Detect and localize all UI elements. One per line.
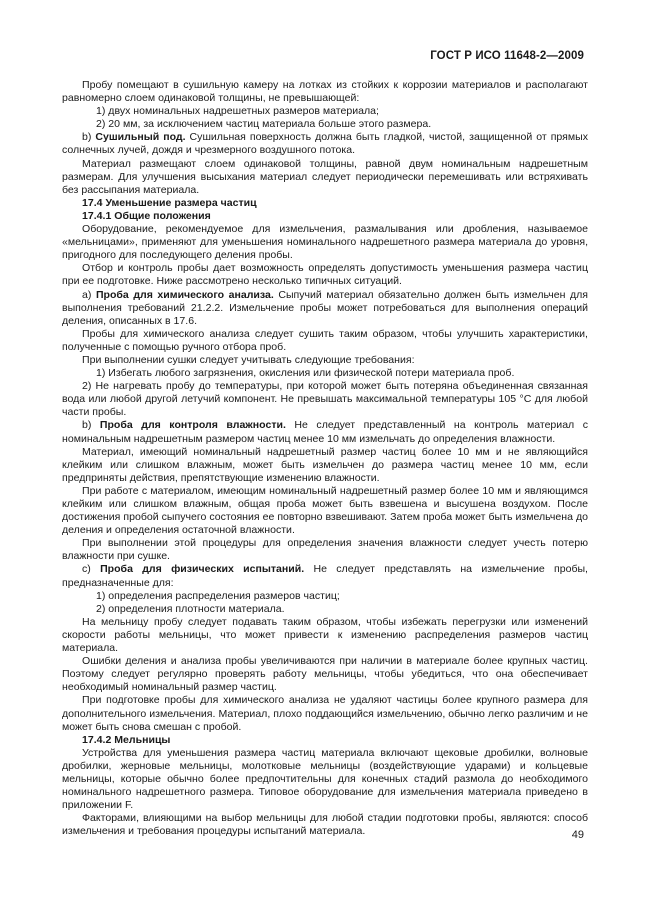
item-title: Проба для контроля влажности. bbox=[99, 419, 286, 432]
item-marker: b) bbox=[82, 131, 96, 144]
item-marker: c) bbox=[82, 563, 101, 576]
item-title: Сушильный под. bbox=[95, 131, 186, 144]
paragraph-text: На мельницу пробу следует подавать таким образом, чтобы избежать перегрузки или изменений скорости работы мельницы, что может привести к изменению распределения размеров частиц материала. bbox=[62, 615, 588, 655]
paragraph-text: Ошибки деления и анализа пробы увеличиваются при наличии в материале более крупных частиц. Поэтому следует регулярно проверять работу мельницы, чтобы убедиться, что она обеспечивает необходимый номинальный размер частиц. bbox=[62, 655, 588, 694]
item-title: Проба для физических испытаний. bbox=[100, 563, 305, 576]
paragraph-text: 1) Избегать любого загрязнения, окисления или физической потери материала проб. bbox=[96, 367, 515, 380]
section-heading bbox=[62, 210, 588, 223]
list-item bbox=[62, 590, 588, 603]
paragraph-text: При работе с материалом, имеющим номинальный надрешетный размер более 10 мм и являющимся клейким или слишком влажным, общая проба может быть взвешена и высушена воздухом. После достижения пробой сыпучего состояния ее повторно взвешивают. Затем проба может быть измельчена до деления и определения остаточной влажности. bbox=[62, 484, 588, 537]
paragraph-text: 17.4.2 Мельницы bbox=[82, 733, 171, 746]
paragraph bbox=[62, 485, 588, 537]
paragraph-text: Сушильная поверхность должна быть гладкой, чистой, защищенной от прямых солнечных лучей, дождя и чрезмерного воздушного потока. bbox=[62, 131, 588, 157]
paragraph bbox=[62, 354, 588, 367]
paragraph-text: 2) Не нагревать пробу до температуры, при которой может быть потеряна объединенная связанная вода или любой другой летучий компонент. Не превышать максимальной температуры 105 °C для любой части пробы. bbox=[62, 380, 588, 419]
paragraph bbox=[62, 223, 588, 262]
paragraph-text: 2) определения плотности материала. bbox=[96, 602, 285, 615]
paragraph-text: 17.4 Уменьшение размера частиц bbox=[82, 196, 257, 209]
document-header: ГОСТ Р ИСО 11648-2—2009 bbox=[430, 50, 584, 62]
paragraph bbox=[62, 655, 588, 694]
paragraph-text: Отбор и контроль пробы дает возможность определять допустимость уменьшения размера частиц при ее подготовке. Ниже рассмотрено несколько типичных ситуаций. bbox=[62, 262, 588, 288]
paragraph bbox=[62, 747, 588, 812]
paragraph-text: При выполнении этой процедуры для определения значения влажности следует учесть потерю влажности при сушке. bbox=[62, 537, 588, 563]
paragraph bbox=[62, 79, 588, 105]
paragraph-text: Не следует представлять на измельчение пробы, предназначенные для: bbox=[62, 563, 588, 589]
paragraph-text: 1) двух номинальных надрешетных размеров материала; bbox=[96, 105, 379, 118]
list-item bbox=[62, 603, 588, 616]
list-item bbox=[62, 367, 588, 380]
list-item bbox=[62, 118, 588, 131]
paragraph bbox=[62, 694, 588, 733]
paragraph bbox=[62, 380, 588, 419]
paragraph bbox=[62, 131, 588, 157]
paragraph bbox=[62, 158, 588, 197]
paragraph bbox=[62, 419, 588, 445]
paragraph bbox=[62, 812, 588, 838]
document-body bbox=[62, 79, 588, 838]
item-marker: b) bbox=[82, 419, 100, 432]
paragraph-text: Пробу помещают в сушильную камеру на лотках из стойких к коррозии материалов и располагают равномерно слоем одинаковой толщины, не превышающей: bbox=[62, 79, 588, 105]
paragraph bbox=[62, 328, 588, 354]
paragraph-text: Не следует представленный на контроль материал с номинальным надрешетным размером частиц менее 10 мм измельчать до определения влажности. bbox=[62, 419, 588, 445]
paragraph-text: Оборудование, рекомендуемое для измельчения, размалывания или дробления, называемое «мельницами», применяют для уменьшения номинального надрешетного размера материала до уровня, пригодного для последующего деления пробы. bbox=[62, 223, 588, 262]
paragraph-text: При выполнении сушки следует учитывать следующие требования: bbox=[82, 353, 415, 366]
paragraph bbox=[62, 563, 588, 589]
paragraph bbox=[62, 537, 588, 563]
item-title: Проба для химического анализа. bbox=[95, 288, 274, 301]
item-marker: a) bbox=[82, 288, 96, 301]
paragraph-text: Пробы для химического анализа следует сушить таким образом, чтобы улучшить характеристики, полученные с помощью ручного отбора проб. bbox=[62, 327, 588, 353]
section-heading bbox=[62, 197, 588, 210]
paragraph bbox=[62, 446, 588, 485]
paragraph-text: Сыпучий материал обязательно должен быть измельчен для выполнения требований 21.2.2. Измельчение пробы может потребоваться для выполнения операций деления, описанных в 17.6. bbox=[62, 288, 589, 327]
paragraph-text: 1) определения распределения размеров частиц; bbox=[96, 589, 340, 602]
paragraph-text: При подготовке пробы для химического анализа не удаляют частицы более крупного размера для дополнительного измельчения. Материал, плохо поддающийся измельчению, обычно легко различим и не может быть снова смешан с пробой. bbox=[62, 694, 588, 733]
paragraph-text: Материал, имеющий номинальный надрешетный размер частиц более 10 мм и не являющийся клейким или слишком влажным, может быть измельчен до размера частиц менее 10 мм, если предприняты действия, препятствующие изменению влажности. bbox=[62, 445, 588, 484]
paragraph-text: Материал размещают слоем одинаковой толщины, равной двум номинальным надрешетным размерам. Для улучшения высыхания материал следует периодически перемешивать или встряхивать без рассыпания материала. bbox=[62, 157, 588, 196]
paragraph bbox=[62, 289, 588, 328]
paragraph bbox=[62, 616, 588, 655]
paragraph-text: Факторами, влияющими на выбор мельницы для любой стадии подготовки пробы, являются: способ измельчения и требования процедуры испытаний материала. bbox=[62, 812, 588, 838]
list-item bbox=[62, 105, 588, 118]
section-heading bbox=[62, 734, 588, 747]
paragraph bbox=[62, 262, 588, 288]
paragraph-text: 2) 20 мм, за исключением частиц материала больше этого размера. bbox=[96, 118, 432, 131]
page-number: 49 bbox=[571, 829, 584, 841]
paragraph-text: Устройства для уменьшения размера частиц материала включают щековые дробилки, волновые дробилки, жерновые мельницы, молотковые мельницы (воздействующие ударами) и кольцевые мельницы, которые обычно более предпочтительны для конечных стадий размола до необходимого номинального надрешетного размера. Типовое оборудование для измельчения материала приведено в приложении F. bbox=[62, 746, 588, 812]
paragraph-text: 17.4.1 Общие положения bbox=[82, 209, 211, 222]
